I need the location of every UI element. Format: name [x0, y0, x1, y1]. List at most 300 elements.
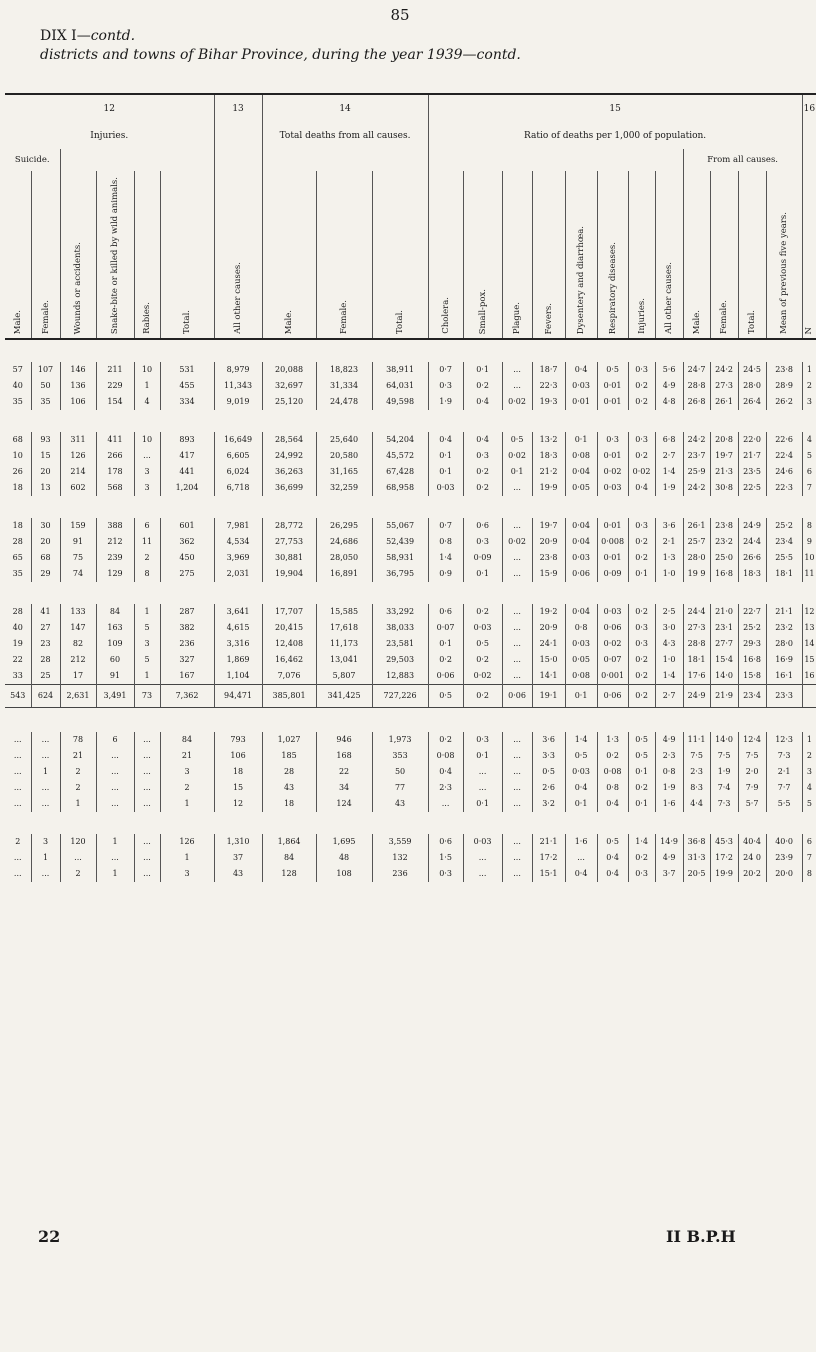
table-cell: 126	[60, 448, 96, 464]
table-cell: 28·8	[683, 378, 710, 394]
table-cell: 25·0	[710, 550, 738, 566]
row-number: 1	[802, 362, 816, 378]
table-cell: 50	[31, 378, 60, 394]
total-deaths-header: Total deaths from all causes.	[262, 123, 428, 149]
table-cell: 18	[12, 521, 23, 531]
table-cell: 20	[31, 534, 60, 550]
table-cell: 124	[316, 796, 372, 812]
table-cell: 0·4	[463, 394, 502, 410]
table-cell: 0·4	[428, 764, 463, 780]
table-cell: 20,415	[262, 620, 316, 636]
table-cell: 19,904	[262, 566, 316, 582]
table-cell: 14·9	[655, 834, 683, 850]
column-header	[597, 171, 628, 339]
table-cell: 0·08	[428, 748, 463, 764]
table-cell: 2·7	[655, 448, 683, 464]
column-header	[532, 171, 565, 339]
table-cell: 11	[134, 534, 160, 550]
table-cell: 7,981	[214, 518, 262, 534]
table-cell: 212	[60, 652, 96, 668]
column-header-label: Injuries.	[636, 298, 647, 335]
table-row	[5, 534, 816, 550]
table-cell: 18·7	[532, 362, 565, 378]
table-cell: 24·2	[683, 432, 710, 448]
table-cell: 0·02	[502, 448, 532, 464]
table-cell: 28·9	[766, 378, 802, 394]
table-cell: 2·6	[532, 780, 565, 796]
table-cell: 1·4	[565, 732, 597, 748]
table-cell: 22·3	[532, 378, 565, 394]
table-cell: 18·1	[766, 566, 802, 582]
table-cell: 239	[96, 550, 134, 566]
table-cell: 20	[31, 464, 60, 480]
table-cell: ...	[134, 780, 160, 796]
row-number: 7	[802, 850, 816, 866]
table-cell: ...	[502, 764, 532, 780]
total-cell: 3,491	[96, 685, 134, 708]
table-cell: ...	[13, 869, 22, 879]
table-cell: 28	[31, 652, 60, 668]
table-cell: 1·5	[428, 850, 463, 866]
table-row	[5, 480, 816, 496]
table-cell: 0·5	[532, 764, 565, 780]
table-cell: 0·2	[628, 850, 655, 866]
table-cell: 91	[96, 668, 134, 685]
table-cell: 65	[12, 553, 23, 563]
table-cell: 43	[214, 866, 262, 882]
table-cell: 52,439	[372, 534, 428, 550]
table-cell: 55,067	[372, 518, 428, 534]
table-cell: 49,598	[372, 394, 428, 410]
table-cell: 22·3	[766, 480, 802, 496]
column-header	[96, 171, 134, 339]
table-cell: 0·3	[463, 534, 502, 550]
table-cell: 0·8	[655, 764, 683, 780]
table-cell: 2·1	[655, 534, 683, 550]
column-header-row	[5, 171, 816, 339]
table-cell: 43	[262, 780, 316, 796]
table-cell: 22	[316, 764, 372, 780]
column-header	[372, 171, 428, 339]
table-row	[5, 796, 816, 812]
table-cell: 4·9	[655, 850, 683, 866]
table-cell: 0·4	[597, 796, 628, 812]
table-cell: 0·06	[565, 566, 597, 582]
table-cell: 26·8	[683, 394, 710, 410]
table-cell: 21·2	[532, 464, 565, 480]
table-cell: 22·5	[738, 480, 766, 496]
table-cell: ...	[502, 834, 532, 850]
table-cell: 0·2	[628, 550, 655, 566]
column-header	[738, 171, 766, 339]
table-cell: 0·3	[628, 518, 655, 534]
table-cell: 43	[372, 796, 428, 812]
table-cell: 22·0	[738, 432, 766, 448]
table-cell: 0·1	[463, 362, 502, 378]
table-cell: 31,334	[316, 378, 372, 394]
table-cell: 67,428	[372, 464, 428, 480]
column-header	[628, 171, 655, 339]
table-cell: 0·07	[597, 652, 628, 668]
table-cell: 1·6	[655, 796, 683, 812]
table-cell: 0·2	[463, 652, 502, 668]
table-cell: 30	[31, 518, 60, 534]
table-cell: 12	[214, 796, 262, 812]
table-row	[5, 636, 816, 652]
table-cell: 29·3	[738, 636, 766, 652]
table-cell: 0·6	[428, 834, 463, 850]
table-cell: 108	[316, 866, 372, 882]
table-cell: 37	[214, 850, 262, 866]
table-cell: 25	[31, 668, 60, 685]
total-cell: 0·2	[463, 685, 502, 708]
column-header	[766, 171, 802, 339]
table-cell: ...	[134, 748, 160, 764]
table-cell: 27,753	[262, 534, 316, 550]
table-cell: ...	[134, 732, 160, 748]
table-row	[5, 362, 816, 378]
table-cell: ...	[502, 378, 532, 394]
table-cell: 129	[96, 566, 134, 582]
table-cell: 0·4	[597, 866, 628, 882]
table-cell: 20·2	[738, 866, 766, 882]
table-cell: 58,931	[372, 550, 428, 566]
table-cell: 1·4	[428, 550, 463, 566]
table-cell: 0·2	[463, 604, 502, 620]
statistics-table	[5, 93, 816, 882]
table-cell: 568	[96, 480, 134, 496]
table-cell: ...	[13, 853, 22, 863]
table-cell: ...	[502, 518, 532, 534]
table-cell: 75	[60, 550, 96, 566]
table-cell: 20·5	[683, 866, 710, 882]
table-cell: 0·3	[628, 362, 655, 378]
table-cell: 1,310	[214, 834, 262, 850]
page-subtitle: districts and towns of Bihar Province, during the year 1939—contd.	[40, 47, 521, 63]
table-cell: 28,564	[262, 432, 316, 448]
column-header-label: Small-pox.	[477, 288, 488, 335]
table-cell: 2·5	[655, 604, 683, 620]
total-cell: 624	[31, 685, 60, 708]
table-cell: 0·04	[565, 464, 597, 480]
table-cell: 24 0	[738, 850, 766, 866]
table-cell: 106	[60, 394, 96, 410]
table-cell: 0·1	[628, 764, 655, 780]
table-row	[5, 550, 816, 566]
table-row	[5, 378, 816, 394]
table-cell: 2	[160, 780, 214, 796]
table-cell: 5	[134, 620, 160, 636]
table-cell: 64,031	[372, 378, 428, 394]
column-header	[160, 171, 214, 339]
table-cell: 893	[160, 432, 214, 448]
table-cell: 0·03	[565, 550, 597, 566]
table-cell: 27·3	[683, 620, 710, 636]
column-header	[214, 171, 262, 339]
table-cell: 0·2	[628, 604, 655, 620]
table-cell: ...	[463, 850, 502, 866]
table-cell: 10	[12, 451, 23, 461]
table-cell: ...	[60, 850, 96, 866]
table-cell: 20·9	[532, 620, 565, 636]
table-cell: 24·4	[683, 604, 710, 620]
table-cell: 0·3	[463, 732, 502, 748]
table-cell: 10	[134, 362, 160, 378]
table-cell: 24·5	[738, 362, 766, 378]
table-cell: 0·3	[463, 448, 502, 464]
table-cell: 84	[262, 850, 316, 866]
column-header-label: Male.	[691, 309, 702, 335]
table-cell: 1·4	[655, 464, 683, 480]
table-cell: 1·6	[565, 834, 597, 850]
table-cell: 25,120	[262, 394, 316, 410]
row-number: 15	[802, 652, 816, 668]
table-cell: 82	[60, 636, 96, 652]
table-cell: 23·2	[710, 534, 738, 550]
table-cell: 84	[160, 732, 214, 748]
row-number: 8	[802, 866, 816, 882]
table-cell: 36,699	[262, 480, 316, 496]
table-cell: 24,686	[316, 534, 372, 550]
table-cell: 15	[214, 780, 262, 796]
table-cell: 0·4	[565, 362, 597, 378]
column-header	[463, 171, 502, 339]
table-cell: 334	[160, 394, 214, 410]
table-cell: 0·1	[565, 432, 597, 448]
table-cell: 24·4	[738, 534, 766, 550]
table-cell: 0·5	[502, 432, 532, 448]
column-header-label: Wounds or accidents.	[73, 241, 83, 335]
table-cell: 0·4	[597, 850, 628, 866]
table-cell: 91	[60, 534, 96, 550]
table-cell: 0·3	[628, 432, 655, 448]
column-header-label: Total.	[395, 310, 406, 335]
table-cell: 602	[60, 480, 96, 496]
table-cell: 1	[60, 796, 96, 812]
table-cell: 6,605	[214, 448, 262, 464]
table-cell: 74	[60, 566, 96, 582]
table-cell: 12·3	[766, 732, 802, 748]
table-cell: 4·9	[655, 378, 683, 394]
table-cell: 16·9	[766, 652, 802, 668]
table-cell: 1	[31, 764, 60, 780]
table-cell: 0·1	[463, 748, 502, 764]
table-cell: ...	[13, 751, 22, 761]
table-cell: 7·5	[710, 748, 738, 764]
column-number-12: 12	[5, 94, 214, 123]
table-cell: 3,316	[214, 636, 262, 652]
table-cell: 0·2	[463, 480, 502, 496]
table-cell: 0·7	[428, 362, 463, 378]
table-cell: 601	[160, 518, 214, 534]
table-cell: ...	[31, 796, 60, 812]
total-cell: 94,471	[214, 685, 262, 708]
table-cell: ...	[502, 866, 532, 882]
table-cell: ...	[134, 866, 160, 882]
table-cell: ...	[502, 732, 532, 748]
table-cell: 3	[134, 464, 160, 480]
table-row	[5, 834, 816, 850]
table-cell: 4·8	[655, 394, 683, 410]
table-row	[5, 668, 816, 685]
table-row	[5, 748, 816, 764]
table-cell: 5·5	[766, 796, 802, 812]
table-cell: 26·4	[738, 394, 766, 410]
column-number-14: 14	[262, 94, 428, 123]
table-cell: 109	[96, 636, 134, 652]
table-cell: 6	[96, 732, 134, 748]
table-cell: 0·4	[565, 866, 597, 882]
table-cell: 36·8	[683, 834, 710, 850]
row-number: 10	[802, 550, 816, 566]
table-cell: 19·7	[710, 448, 738, 464]
table-cell: 0·8	[428, 534, 463, 550]
table-cell: ...	[13, 735, 22, 745]
row-number: 16	[802, 668, 816, 685]
table-cell: 1·0	[655, 652, 683, 668]
table-cell: ...	[134, 448, 160, 464]
table-cell: 26·1	[683, 518, 710, 534]
table-cell: 214	[60, 464, 96, 480]
total-cell: 19·1	[532, 685, 565, 708]
table-cell: 27·7	[710, 636, 738, 652]
table-cell: 0·02	[502, 394, 532, 410]
footer-left: 22	[38, 1227, 61, 1246]
table-cell: 4	[134, 394, 160, 410]
table-cell: 24·2	[683, 480, 710, 496]
table-cell: 0·1	[628, 566, 655, 582]
table-cell: 2·3	[428, 780, 463, 796]
table-cell: 0·2	[463, 464, 502, 480]
table-cell: ...	[96, 780, 134, 796]
table-cell: 1	[96, 866, 134, 882]
table-cell: 24·2	[710, 362, 738, 378]
table-cell: 19·2	[532, 604, 565, 620]
table-cell: 0·08	[565, 668, 597, 685]
table-cell: 0·3	[628, 866, 655, 882]
total-cell: 385,801	[262, 685, 316, 708]
table-cell: 38,911	[372, 362, 428, 378]
table-cell: 26·1	[710, 394, 738, 410]
table-cell: 16,891	[316, 566, 372, 582]
table-cell: 0·06	[428, 668, 463, 685]
table-cell: 1·9	[655, 780, 683, 796]
from-all-causes-header: From all causes.	[683, 149, 802, 171]
table-cell: 0·2	[628, 394, 655, 410]
table-cell: 3,559	[372, 834, 428, 850]
table-cell: 0·6	[428, 604, 463, 620]
table-cell: 12,408	[262, 636, 316, 652]
table-cell: 0·4	[428, 432, 463, 448]
table-cell: 21·0	[710, 604, 738, 620]
table-row	[5, 566, 816, 582]
table-cell: 287	[160, 604, 214, 620]
table-cell: 28·8	[683, 636, 710, 652]
table-cell: 1·9	[428, 394, 463, 410]
table-cell: 29	[31, 566, 60, 582]
table-cell: 0·2	[628, 668, 655, 685]
table-cell: 45·3	[710, 834, 738, 850]
column-header-label: Female.	[40, 300, 51, 335]
table-cell: 946	[316, 732, 372, 748]
table-cell: 21·1	[766, 604, 802, 620]
table-cell: ...	[502, 550, 532, 566]
table-cell: 0·6	[463, 518, 502, 534]
column-header-label: All other causes.	[664, 262, 675, 335]
row-number: 5	[802, 448, 816, 464]
table-cell: 68,958	[372, 480, 428, 496]
table-cell: 0·5	[597, 834, 628, 850]
table-cell: 0·07	[428, 620, 463, 636]
table-cell: 24·7	[683, 362, 710, 378]
table-cell: 2	[134, 550, 160, 566]
table-cell: 21	[60, 748, 96, 764]
table-cell: 24,478	[316, 394, 372, 410]
table-cell: 0·2	[597, 748, 628, 764]
table-cell: 3·3	[532, 748, 565, 764]
table-cell: 20·0	[766, 866, 802, 882]
table-cell: 0·02	[463, 668, 502, 685]
table-cell: 33,292	[372, 604, 428, 620]
table-cell: 1·4	[655, 668, 683, 685]
table-row	[5, 518, 816, 534]
table-cell: 1,973	[372, 732, 428, 748]
table-cell: 24·1	[532, 636, 565, 652]
table-cell: 1	[160, 796, 214, 812]
total-row	[5, 685, 816, 708]
table-cell: 7·4	[710, 780, 738, 796]
table-cell: 4,534	[214, 534, 262, 550]
table-cell: 0·3	[628, 620, 655, 636]
table-cell: 0·08	[565, 448, 597, 464]
row-number: 14	[802, 636, 816, 652]
table-cell: 0·01	[597, 378, 628, 394]
table-cell: ...	[502, 652, 532, 668]
total-cell: 0·2	[628, 685, 655, 708]
table-cell: 229	[96, 378, 134, 394]
table-cell: ...	[31, 866, 60, 882]
table-cell: 0·5	[628, 748, 655, 764]
total-cell: 7,362	[160, 685, 214, 708]
row-number: 11	[802, 566, 816, 582]
column-number-15: 15	[428, 94, 802, 123]
table-cell: 16,649	[214, 432, 262, 448]
table-cell: 0·02	[628, 464, 655, 480]
column-number-16: 16	[802, 94, 816, 123]
table-cell: 7·9	[738, 780, 766, 796]
table-cell: ...	[134, 764, 160, 780]
table-cell: 30·8	[710, 480, 738, 496]
table-cell: 2·1	[766, 764, 802, 780]
column-header-label: N	[804, 326, 815, 335]
column-header-label: Mean of previous five years.	[779, 212, 790, 335]
table-cell: 23·1	[710, 620, 738, 636]
column-number-13: 13	[214, 94, 262, 123]
table-cell: 34	[316, 780, 372, 796]
table-cell: 1,869	[214, 652, 262, 668]
table-cell: 0·3	[597, 432, 628, 448]
table-cell: 9,019	[214, 394, 262, 410]
table-cell: ...	[502, 604, 532, 620]
table-cell: 16·8	[738, 652, 766, 668]
table-cell: 0·2	[628, 448, 655, 464]
table-cell: 2·3	[655, 748, 683, 764]
row-number: 2	[802, 748, 816, 764]
table-cell: 0·1	[428, 636, 463, 652]
table-cell: 0·2	[628, 780, 655, 796]
table-cell: 77	[372, 780, 428, 796]
table-cell: 1	[134, 604, 160, 620]
